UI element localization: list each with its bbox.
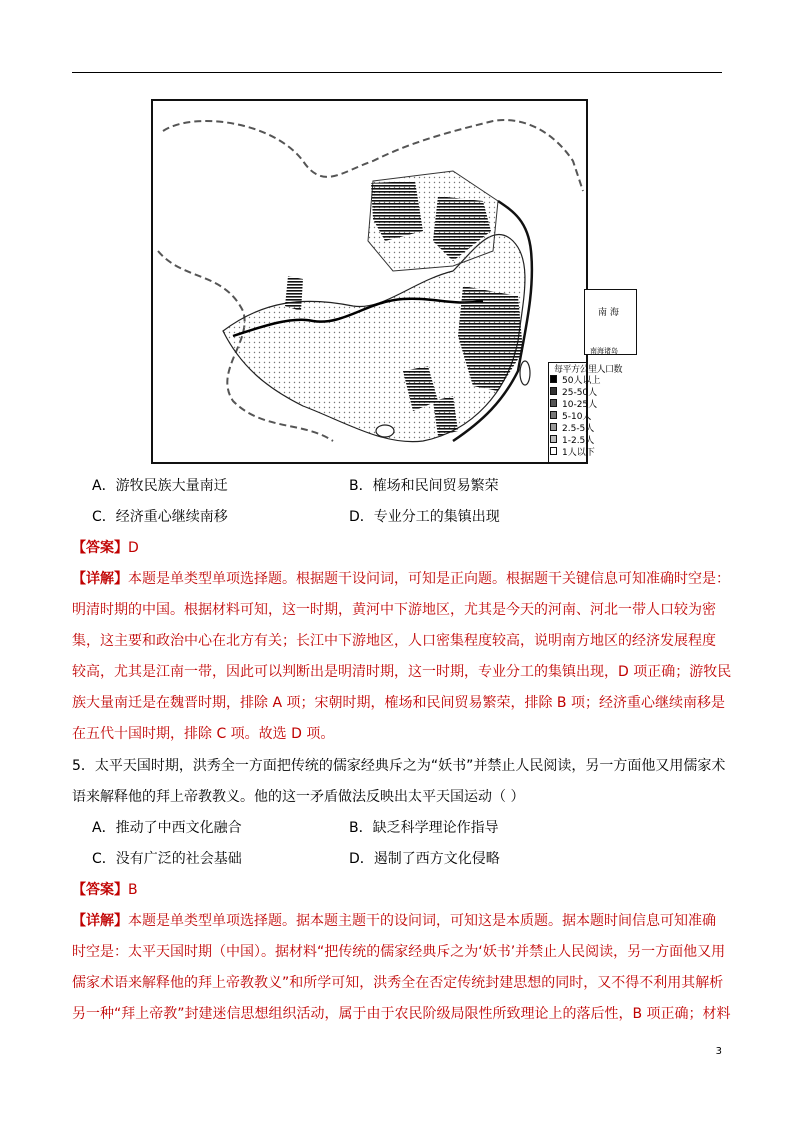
- answer-label: 【答案】: [72, 882, 128, 898]
- q5-detail-line: 另一种“拜上帝教”封建迷信思想组织活动，属于由于农民阶级局限性所致理论上的落后性，B 项正确；材料: [72, 1006, 731, 1022]
- detail-text: 本题是单类型单项选择题。据本题主题干的设问词，可知这是本质题。据本题时间信息可知准确: [128, 913, 716, 929]
- legend-swatch: [550, 399, 557, 407]
- detail-label: 【详解】: [72, 913, 128, 929]
- legend-swatch: [550, 411, 557, 419]
- q5-option-d: D．遏制了西方文化侵略: [349, 851, 500, 867]
- q4-option-d: D．专业分工的集镇出现: [349, 509, 500, 525]
- q5-option-c: C．没有广泛的社会基础: [92, 851, 242, 867]
- q5-option-b: B．缺乏科学理论作指导: [349, 820, 499, 836]
- q4-detail-line: 明清时期的中国。根据材料可知，这一时期，黄河中下游地区，尤其是今天的河南、河北一带人口较为密: [72, 602, 716, 618]
- legend-title: 每平方公里人口数: [554, 365, 623, 375]
- map-drawing: [153, 101, 588, 464]
- dense-area-sichuan: [285, 276, 303, 311]
- answer-value: B: [128, 882, 138, 898]
- q4-detail-line: 在五代十国时期，排除 C 项。故选 D 项。: [72, 726, 335, 742]
- map-border-line: [163, 120, 583, 191]
- legend-swatch: [550, 435, 557, 443]
- q4-option-c: C．经济重心继续南移: [92, 509, 228, 525]
- detail-text: 本题是单类型单项选择题。根据题干设问词，可知是正向题。根据题干关键信息可知准确时空是：: [128, 571, 730, 587]
- legend-swatch: [550, 375, 557, 383]
- hainan-island: [376, 425, 394, 437]
- q4-answer: [72, 538, 139, 558]
- q4-detail-line: 较高，尤其是江南一带，因此可以判断出是明清时期，这一时期，专业分工的集镇出现，D 项正确；游牧民: [72, 664, 732, 680]
- q5-detail-line: 时空是：太平天国时期（中国）。据材料“把传统的儒家经典斥之为‘妖书’并禁止人民阅读，另一方面他又用: [72, 944, 726, 960]
- inset-label: 南海诸岛: [590, 347, 618, 355]
- header-rule: [72, 72, 722, 73]
- q4-detail-line: 集，这主要和政治中心在北方有关；长江中下游地区，人口密集程度较高，说明南方地区的经济发展程度: [72, 633, 716, 649]
- q4-option-a: A．游牧民族大量南迁: [92, 478, 228, 494]
- q4-option-b: B．榷场和民间贸易繁荣: [349, 478, 499, 494]
- legend-item: 10-25人: [562, 400, 598, 410]
- legend-item: 2.5-5人: [562, 424, 595, 434]
- legend-item: 1-2.5人: [562, 436, 595, 446]
- taiwan-island: [520, 361, 530, 385]
- q5-answer: [72, 880, 138, 900]
- answer-label: 【答案】: [72, 540, 128, 556]
- legend-item: 25-50人: [562, 388, 598, 398]
- legend-item: 1人以下: [562, 448, 595, 458]
- population-density-map: [151, 99, 588, 464]
- q5-stem: 语来解释他的拜上帝教教义。他的这一矛盾做法反映出太平天国运动（ ）: [72, 789, 525, 805]
- legend-swatch: [550, 423, 557, 431]
- q5-detail-line: [72, 911, 716, 931]
- q5-stem: 5．太平天国时期，洪秀全一方面把传统的儒家经典斥之为“妖书”并禁止人民阅读，另一方面他又用儒家术: [72, 758, 726, 774]
- legend-item: 50人以上: [562, 376, 601, 386]
- legend-item: 5-10人: [562, 412, 592, 422]
- page-number: 3: [715, 1046, 722, 1057]
- q4-detail-line: [72, 569, 730, 589]
- inset-text: 南 海: [598, 308, 619, 318]
- q5-detail-line: 儒家术语来解释他的拜上帝教教义”和所学可知，洪秀全在否定传统封建思想的同时，又不得不利用其解析: [72, 975, 724, 991]
- answer-value: D: [128, 540, 139, 556]
- legend-swatch: [550, 387, 557, 395]
- q4-detail-line: 族大量南迁是在魏晋时期，排除 A 项；宋朝时期，榷场和民间贸易繁荣，排除 B 项；经济重心继续南移是: [72, 695, 725, 711]
- detail-label: 【详解】: [72, 571, 128, 587]
- q5-option-a: A．推动了中西文化融合: [92, 820, 242, 836]
- legend-swatch: [550, 447, 557, 455]
